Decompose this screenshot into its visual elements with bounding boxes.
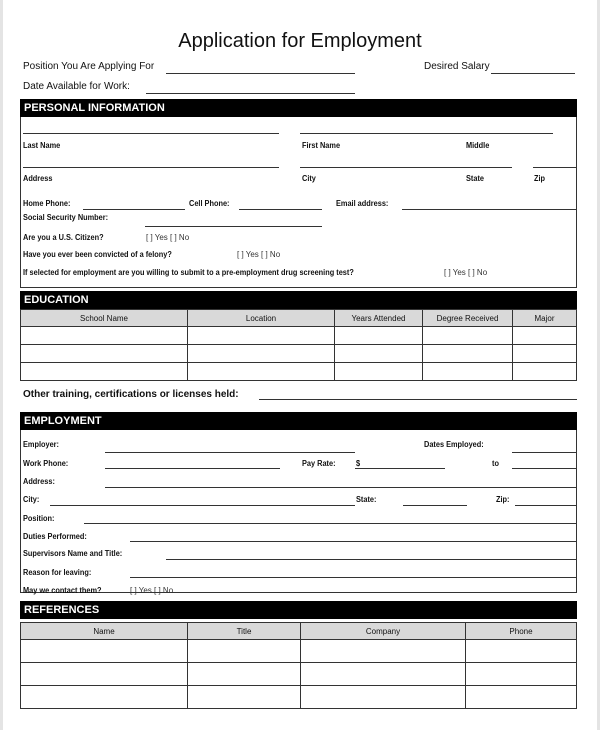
zip-label: Zip [534,174,546,183]
salary-input[interactable] [491,73,575,74]
first-name-label: First Name [302,141,341,150]
address-input[interactable] [23,167,279,168]
email-label: Email address: [336,199,389,208]
drug-test-label: If selected for employment are you willing to submit to a pre-employment drug screening test? [23,268,354,277]
column-header: Name [21,623,188,640]
dates-employed-label: Dates Employed: [424,440,484,449]
zip-input[interactable] [533,167,577,168]
reason-input[interactable] [130,577,577,578]
address-label: Address [23,174,53,183]
supervisor-label: Supervisors Name and Title: [23,549,123,558]
emp-position-label: Position: [23,514,55,523]
email-input[interactable] [402,209,577,210]
position-label: Position You Are Applying For [23,61,155,72]
other-training-input[interactable] [259,399,577,400]
column-header: School Name [21,310,188,327]
drug-test-checkboxes[interactable]: [ ] Yes [ ] No [444,268,488,277]
table-row[interactable] [21,345,577,363]
dates-from-input[interactable] [512,452,577,453]
duties-label: Duties Performed: [23,532,87,541]
column-header: Company [301,623,466,640]
emp-address-label: Address: [23,477,55,486]
employment-header: EMPLOYMENT [20,412,577,430]
education-header: EDUCATION [20,291,577,309]
emp-state-input[interactable] [403,505,467,506]
emp-state-label: State: [356,495,377,504]
to-label: to [492,459,499,468]
city-label: City [302,174,316,183]
emp-zip-input[interactable] [515,505,577,506]
column-header: Location [188,310,335,327]
pay-rate-label: Pay Rate: [302,459,336,468]
table-row[interactable] [21,686,577,709]
cell-phone-label: Cell Phone: [189,199,230,208]
felony-label: Have you ever been convicted of a felony? [23,250,172,259]
page-title: Application for Employment [178,30,422,52]
date-label: Date Available for Work: [23,81,130,92]
cell-phone-input[interactable] [239,209,322,210]
personal-header: PERSONAL INFORMATION [20,99,577,117]
home-phone-input[interactable] [83,209,185,210]
ssn-label: Social Security Number: [23,213,109,222]
column-header: Years Attended [335,310,423,327]
last-name-input[interactable] [23,133,279,134]
last-name-label: Last Name [23,141,61,150]
pay-rate-input[interactable] [355,468,445,469]
duties-input[interactable] [130,541,577,542]
reason-label: Reason for leaving: [23,568,92,577]
table-row[interactable] [21,640,577,663]
employment-section [20,430,577,593]
emp-position-input[interactable] [84,523,577,524]
page-edge-left [0,0,3,730]
table-row[interactable] [21,327,577,345]
work-phone-input[interactable] [105,468,280,469]
emp-city-input[interactable] [50,505,355,506]
table-header-row [21,310,577,327]
home-phone-label: Home Phone: [23,199,71,208]
emp-zip-label: Zip: [496,495,510,504]
references-header: REFERENCES [20,601,577,619]
salary-label: Desired Salary [424,61,490,72]
column-header: Title [188,623,301,640]
citizen-checkboxes[interactable]: [ ] Yes [ ] No [146,233,190,242]
state-label: State [466,174,484,183]
table-row[interactable] [21,663,577,686]
column-header: Degree Received [423,310,513,327]
first-name-input[interactable] [300,133,475,134]
personal-section [20,117,577,288]
other-training-label: Other training, certifications or licenses held: [23,389,239,400]
table-row[interactable] [21,363,577,381]
employer-input[interactable] [105,452,355,453]
references-table [20,622,577,709]
city-input[interactable] [300,167,475,168]
dates-to-input[interactable] [512,468,577,469]
felony-checkboxes[interactable]: [ ] Yes [ ] No [237,250,281,259]
employer-label: Employer: [23,440,59,449]
education-table [20,309,577,381]
emp-address-input[interactable] [105,487,577,488]
table-header-row [21,623,577,640]
ssn-input[interactable] [145,226,322,227]
work-phone-label: Work Phone: [23,459,69,468]
middle-label: Middle [466,141,490,150]
supervisor-input[interactable] [166,559,577,560]
citizen-label: Are you a U.S. Citizen? [23,233,104,242]
middle-input[interactable] [464,133,553,134]
column-header: Phone [466,623,577,640]
column-header: Major [513,310,577,327]
contact-label: May we contact them? [23,586,102,595]
emp-city-label: City: [23,495,40,504]
state-input[interactable] [464,167,512,168]
dollar-sign: $ [356,459,361,468]
position-input[interactable] [166,73,355,74]
date-input[interactable] [146,93,355,94]
contact-checkboxes[interactable]: [ ] Yes [ ] No [130,586,174,595]
